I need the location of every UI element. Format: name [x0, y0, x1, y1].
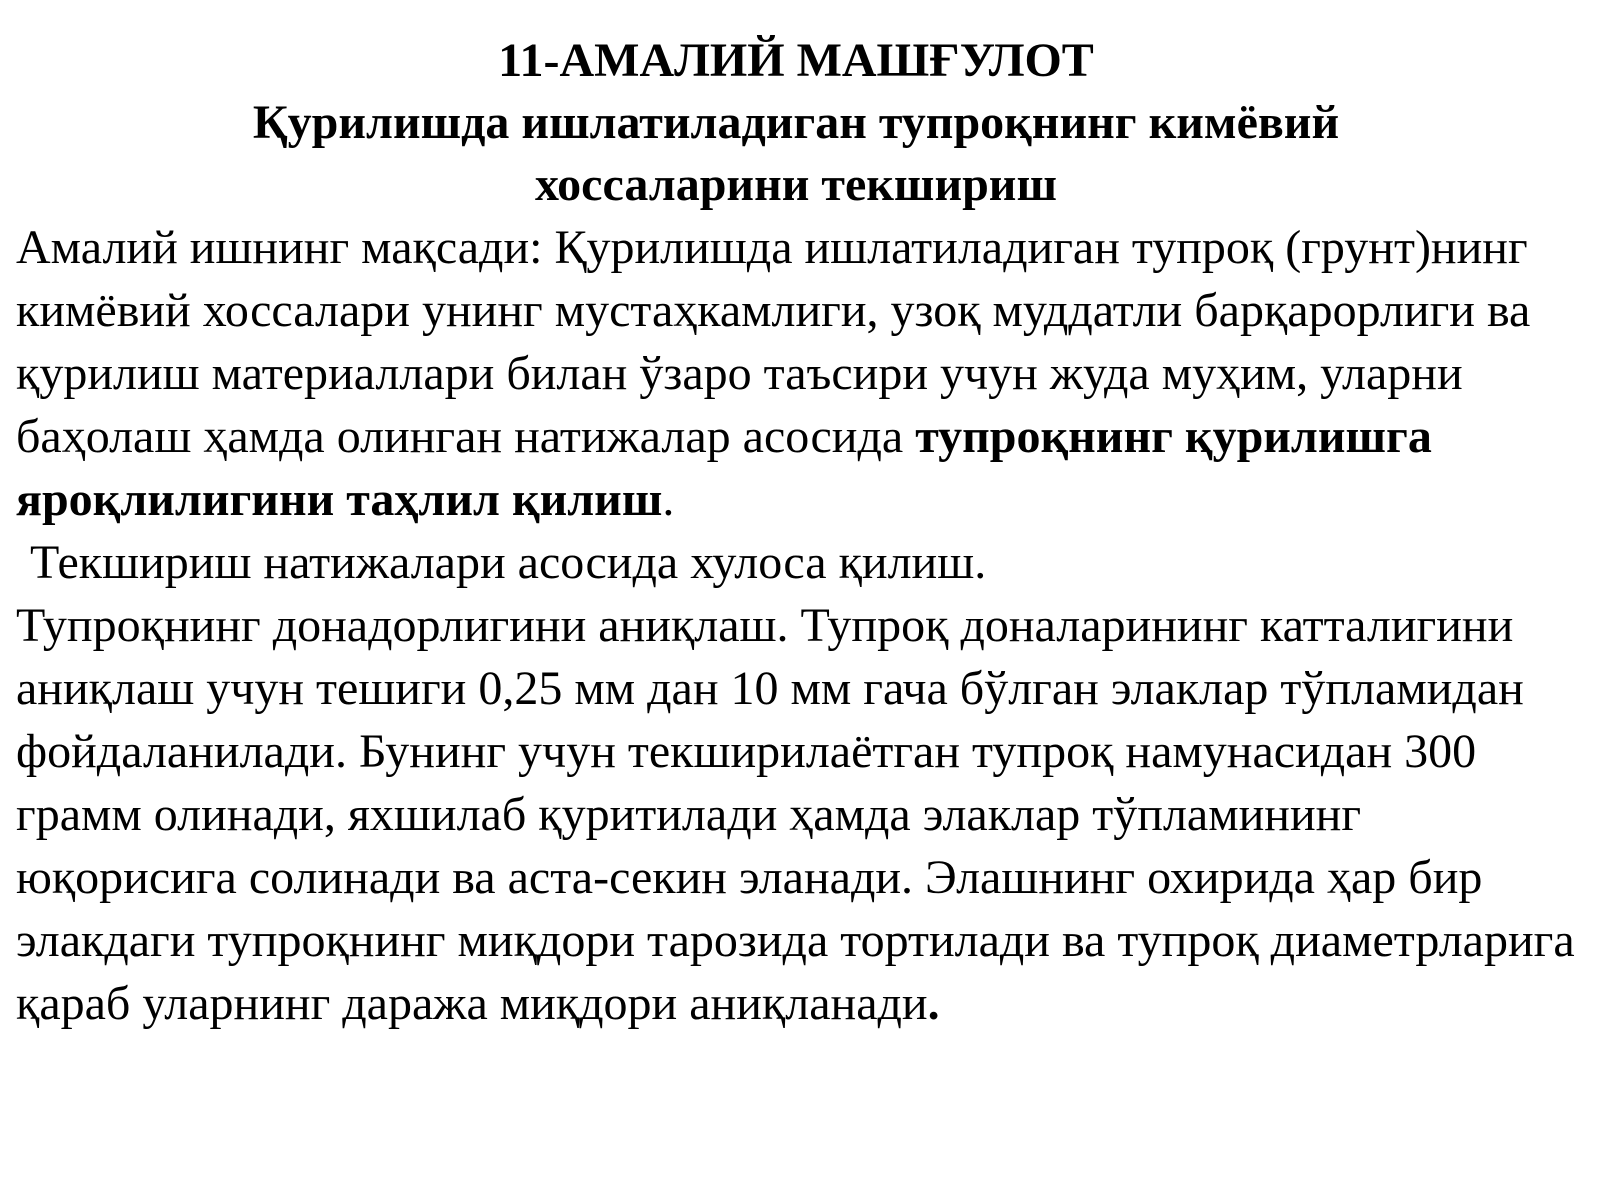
aim-bold-text: тупроқнинг қурилишга яроқлилигини таҳлил қилиш — [16, 410, 1432, 526]
aim-end: . — [662, 473, 675, 526]
subtitle-line-2: хоссаларини текшириш — [535, 158, 1057, 211]
page-title: 11-АМАЛИЙ МАШҒУЛОТ — [498, 34, 1094, 87]
slide-content — [16, 30, 1576, 1035]
page-subtitle — [16, 92, 1576, 216]
procedure-text: Тупроқнинг донадорлигини аниқлаш. Тупроқ доналарининг катталигини аниқлаш учун тешиги 0,25 мм дан 10 мм гача бўлган элаклар тўпламидан фойдаланилади. Бунинг учун текширилаётган тупроқ намунасидан 300 грамм олинади, яхшилаб қуритилади ҳамда элаклар тўпламининг юқорисига солинади ва аста-секин эланади. Элашнинг охирида ҳар бир элакдаги тупроқнинг миқдори тарозида тортилади ва тупроқ диаметрларига қараб уларнинг даража миқдори аниқланади — [16, 599, 1575, 1030]
aim-text: Амалий ишнинг мақсади: Қурилишда ишлатиладиган тупроқ (грунт)нинг кимёвий хоссалари унинг мустаҳкамлиги, узоқ муддатли барқарорлиги ва қурилиш материаллари билан ўзаро таъсири учун жуда муҳим, уларни баҳолаш ҳамда олинган натижалар асосида — [16, 221, 1531, 463]
subtitle-line-1: Қурилишда ишлатиладиган тупроқнинг кимёвий — [252, 96, 1340, 149]
aim-paragraph — [16, 216, 1576, 531]
procedure-paragraph — [16, 594, 1576, 1035]
procedure-end: . — [927, 977, 940, 1030]
conclusion-paragraph: Текшириш натижалари асосида хулоса қилиш. — [30, 536, 987, 589]
